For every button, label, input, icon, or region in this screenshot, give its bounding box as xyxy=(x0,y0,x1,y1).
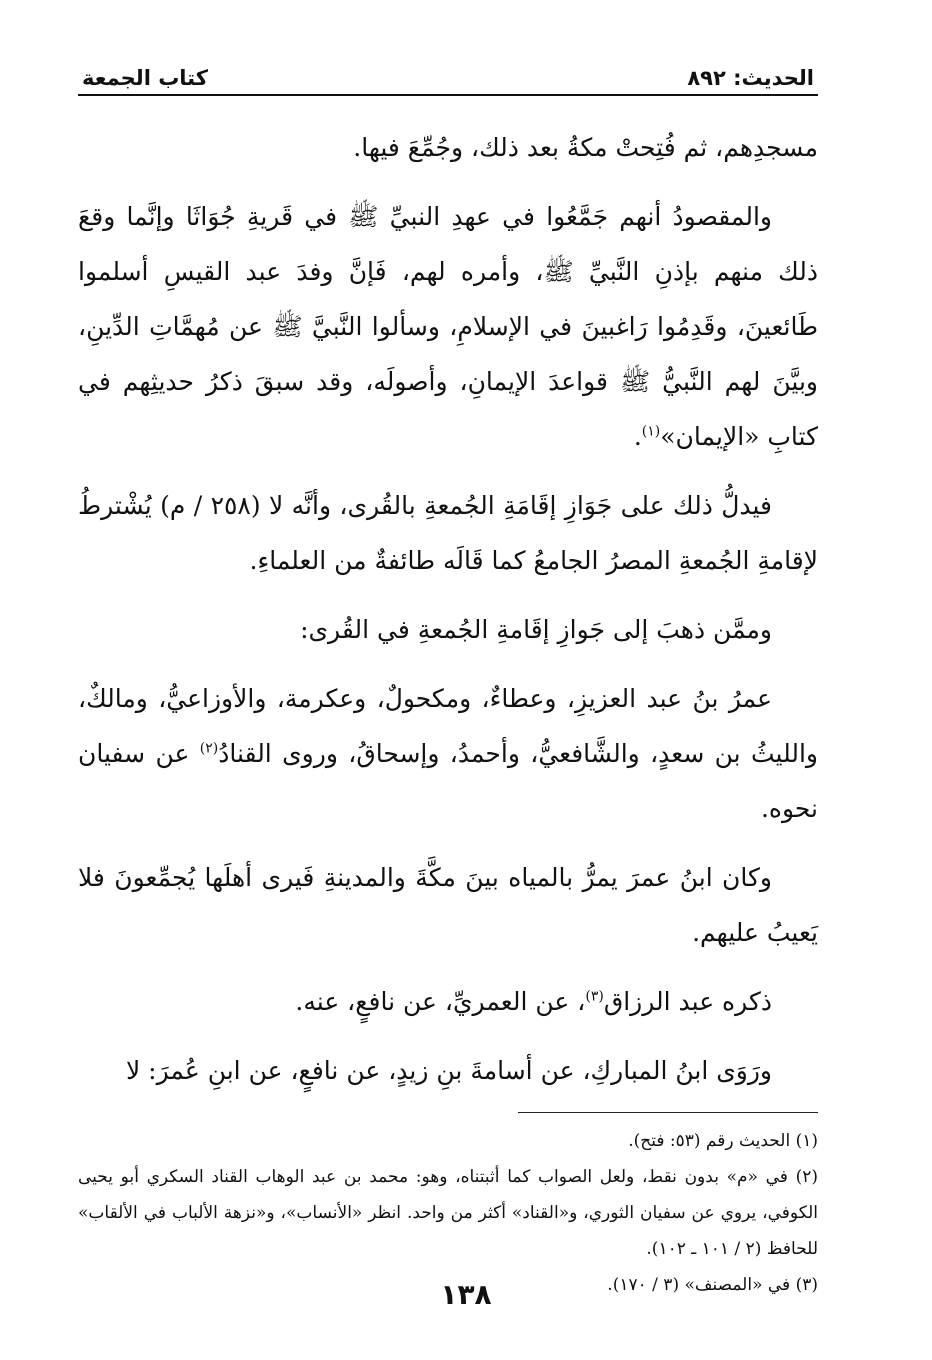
paragraph-2-text: والمقصودُ أنهم جَمَّعُوا في عهدِ النبيِّ ﷺ في قَريةِ جُوَاثَا وإنَّما وقعَ ذلك منهم بإذنِ النَّبيِّ ﷺ، وأمره لهم، فَإنَّ وفدَ عبد القيسِ أسلموا طَائعينَ، وقَدِمُوا رَاغبينَ في الإسلامِ، وسألوا النَّبيَّ ﷺ عن مُهمَّاتِ الدِّينِ، وبيَّنَ لهم النَّبيُّ ﷺ قواعدَ الإيمانِ، وأصولَه، وقد سبقَ ذكرُ حديثِهم في كتابِ «الإيمان» xyxy=(78,202,818,451)
footnote-separator xyxy=(518,1112,818,1113)
footnote-ref-2: (٢) xyxy=(199,740,219,757)
footnote-2: (٢) في «م» بدون نقط، ولعل الصواب كما أثبتناه، وهو: محمد بن عبد الوهاب القناد السكري أبو يحيى الكوفي، يروي عن سفيان الثوري، و«القناد» أكثر من واحد. انظر «الأنساب»، و«نزهة الألباب في الألقاب» للحافظ (٢ / ١٠١ ـ ١٠٢). xyxy=(78,1167,818,1259)
paragraph-5-text: عمرُ بنُ عبد العزيزِ، وعطاءٌ، ومكحولٌ، وعكرمة، والأوزاعيُّ، ومالكٌ، والليثُ بن سعدٍ، والشَّافعيُّ، وأحمدُ، وإسحاقُ، وروى القنادُ xyxy=(78,684,818,768)
paragraph-5-end: عن سفيان نحوه. xyxy=(78,739,818,823)
paragraph-2 xyxy=(78,189,818,464)
footnote-ref-1: (١) xyxy=(641,423,661,440)
paragraph-7-end: ، عن العمريِّ، عن نافعٍ، عنه. xyxy=(295,987,586,1016)
paragraph-1 xyxy=(78,120,818,175)
paragraph-2-end: . xyxy=(633,422,642,451)
paragraph-4-text: وممَّن ذهبَ إلى جَوازِ إقَامةِ الجُمعةِ في القُرى: xyxy=(300,615,772,644)
paragraph-3-text: فيدلُّ ذلك على جَوَازِ إقَامَةِ الجُمعةِ بالقُرى، وأنَّه لا (٢٥٨ / م) يُشْترطُ لإقامةِ الجُمعةِ المصرُ الجامعُ كما قَالَه طائفةٌ من العلماءِ. xyxy=(78,491,818,575)
book-title: كتاب الجمعة xyxy=(82,66,208,90)
paragraph-3 xyxy=(78,478,818,588)
main-text xyxy=(78,120,818,1098)
page-number: ١٣٨ xyxy=(440,1278,492,1311)
book-page xyxy=(78,52,818,1303)
running-header xyxy=(78,52,818,96)
paragraph-8 xyxy=(78,1043,818,1098)
hadith-number: الحديث: ٨٩٢ xyxy=(687,66,814,90)
paragraph-4 xyxy=(78,602,818,657)
paragraph-1-text: مسجدِهم، ثم فُتِحتْ مكةُ بعد ذلك، وجُمِّعَ فيها. xyxy=(353,133,818,162)
footnote-3: (٣) في «المصنف» (٣ / ١٧٠). xyxy=(607,1275,818,1295)
paragraph-7 xyxy=(78,974,818,1029)
footnote-ref-3: (٣) xyxy=(585,988,604,1005)
footnotes xyxy=(78,1123,818,1303)
paragraph-6 xyxy=(78,850,818,960)
paragraph-7-text: ذكره عبد الرزاق xyxy=(603,987,772,1016)
paragraph-6-text: وكان ابنُ عمرَ يمرُّ بالمياه بينَ مكَّةَ والمدينةِ فَيرى أهلَها يُجمِّعونَ فلا يَعيبُ عليهم. xyxy=(78,863,818,947)
footnote-1: (١) الحديث رقم (٥٣: فتح). xyxy=(628,1131,818,1151)
paragraph-8-text: ورَوَى ابنُ المباركِ، عن أسامةَ بنِ زيدٍ، عن نافعٍ، عن ابنِ عُمرَ: لا xyxy=(125,1056,772,1085)
paragraph-5 xyxy=(78,671,818,836)
